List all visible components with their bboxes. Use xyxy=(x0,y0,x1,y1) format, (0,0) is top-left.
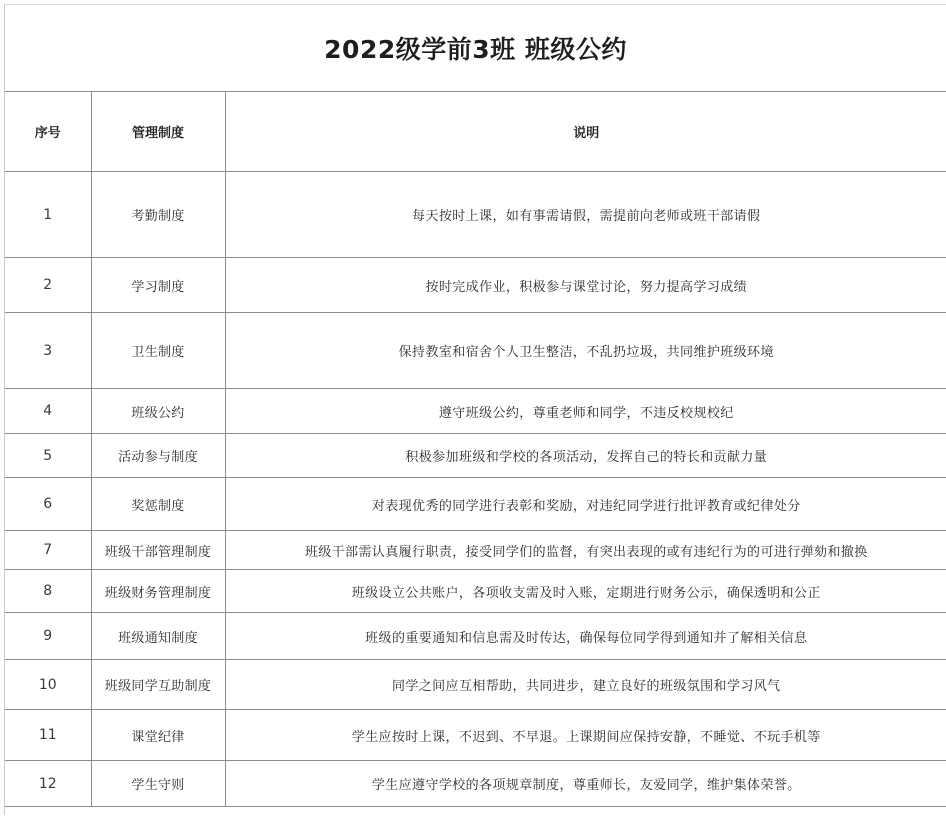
document-page xyxy=(4,4,946,815)
table-header-row xyxy=(5,92,946,172)
row-desc: 对表现优秀的同学进行表彰和奖励，对违纪同学进行批评教育或纪律处分 xyxy=(225,478,946,531)
row-desc: 班级干部需认真履行职责，接受同学们的监督，有突出表现的或有违纪行为的可进行弹劾和撤换 xyxy=(225,531,946,570)
table-row xyxy=(5,172,946,258)
table-row xyxy=(5,660,946,710)
header-desc: 说明 xyxy=(225,92,946,172)
row-num: 4 xyxy=(5,389,91,434)
page-title: 2022级学前3班 班级公约 xyxy=(5,5,946,92)
table-row xyxy=(5,710,946,761)
row-num: 12 xyxy=(5,761,91,807)
row-system: 卫生制度 xyxy=(91,313,225,389)
row-desc: 每天按时上课，如有事需请假，需提前向老师或班干部请假 xyxy=(225,172,946,258)
row-desc: 保持教室和宿舍个人卫生整洁，不乱扔垃圾，共同维护班级环境 xyxy=(225,313,946,389)
row-num: 1 xyxy=(5,172,91,258)
row-system: 学习制度 xyxy=(91,258,225,313)
row-system: 考勤制度 xyxy=(91,172,225,258)
row-desc: 学生应遵守学校的各项规章制度，尊重师长，友爱同学，维护集体荣誉。 xyxy=(225,761,946,807)
row-system: 班级同学互助制度 xyxy=(91,660,225,710)
row-system: 班级公约 xyxy=(91,389,225,434)
table-row xyxy=(5,434,946,478)
row-desc: 学生应按时上课，不迟到、不早退。上课期间应保持安静，不睡觉、不玩手机等 xyxy=(225,710,946,761)
row-num: 10 xyxy=(5,660,91,710)
row-system: 课堂纪律 xyxy=(91,710,225,761)
row-desc: 按时完成作业，积极参与课堂讨论，努力提高学习成绩 xyxy=(225,258,946,313)
table-row xyxy=(5,478,946,531)
row-num: 8 xyxy=(5,570,91,613)
table-row xyxy=(5,313,946,389)
table-row xyxy=(5,531,946,570)
row-desc: 班级的重要通知和信息需及时传达，确保每位同学得到通知并了解相关信息 xyxy=(225,613,946,660)
rules-table xyxy=(5,92,946,807)
row-num: 11 xyxy=(5,710,91,761)
row-num: 7 xyxy=(5,531,91,570)
table-row xyxy=(5,570,946,613)
table-row xyxy=(5,613,946,660)
row-system: 班级干部管理制度 xyxy=(91,531,225,570)
row-num: 3 xyxy=(5,313,91,389)
row-num: 6 xyxy=(5,478,91,531)
row-desc: 同学之间应互相帮助，共同进步，建立良好的班级氛围和学习风气 xyxy=(225,660,946,710)
row-system: 奖惩制度 xyxy=(91,478,225,531)
row-num: 5 xyxy=(5,434,91,478)
table-row xyxy=(5,761,946,807)
row-desc: 班级设立公共账户，各项收支需及时入账，定期进行财务公示，确保透明和公正 xyxy=(225,570,946,613)
row-num: 2 xyxy=(5,258,91,313)
row-desc: 积极参加班级和学校的各项活动，发挥自己的特长和贡献力量 xyxy=(225,434,946,478)
table-row xyxy=(5,389,946,434)
row-num: 9 xyxy=(5,613,91,660)
table-row xyxy=(5,258,946,313)
row-system: 活动参与制度 xyxy=(91,434,225,478)
header-system: 管理制度 xyxy=(91,92,225,172)
row-system: 学生守则 xyxy=(91,761,225,807)
row-desc: 遵守班级公约，尊重老师和同学，不违反校规校纪 xyxy=(225,389,946,434)
header-num: 序号 xyxy=(5,92,91,172)
row-system: 班级财务管理制度 xyxy=(91,570,225,613)
row-system: 班级通知制度 xyxy=(91,613,225,660)
